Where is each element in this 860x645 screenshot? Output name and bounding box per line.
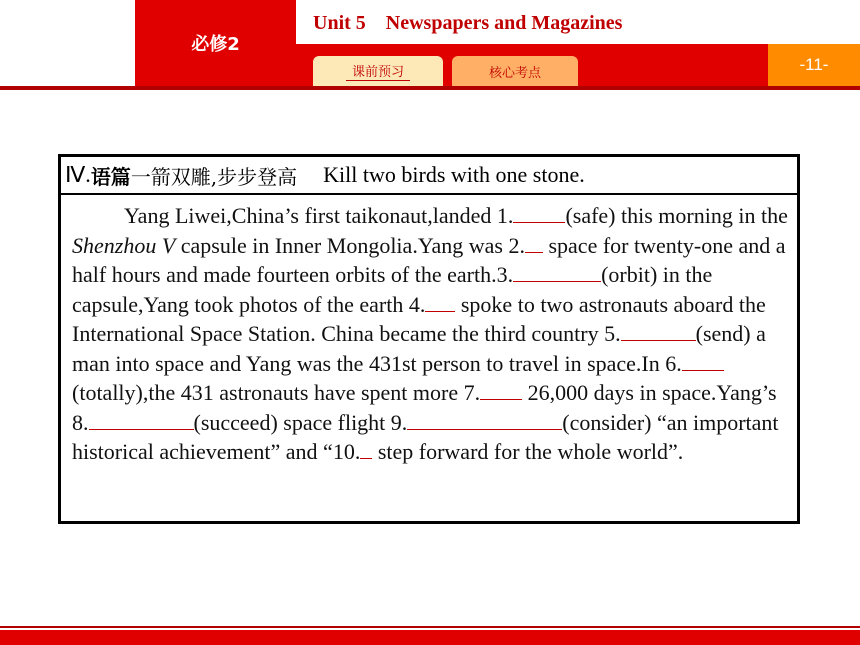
- page-number: -11-: [768, 44, 860, 86]
- passage: [61, 195, 797, 467]
- footer-bar: [0, 630, 860, 645]
- tab-preview[interactable]: [313, 56, 443, 86]
- passage-text: spoke to two astronauts aboard the International Space Station. China became the third country 5.: [72, 291, 766, 346]
- passage-text: Yang Liwei,China’s first taikonaut,landed 1.: [124, 203, 514, 228]
- exercise-heading: [61, 157, 797, 195]
- passage-text: (safe) this morning in the: [565, 203, 788, 228]
- tab-core-points-label: 核心考点: [488, 65, 541, 81]
- passage-paragraph: [72, 201, 789, 467]
- passage-text: (send) a man into space and Yang was the 431st person to travel in space.In 6.: [72, 321, 766, 376]
- heading-cn: 一箭双雕,步步登高: [130, 164, 298, 189]
- answer-blank-1[interactable]: [513, 222, 565, 223]
- answer-blank-8[interactable]: [89, 429, 194, 430]
- roman-numeral: Ⅳ.: [65, 162, 91, 187]
- header-divider: [0, 86, 860, 90]
- passage-text: step forward for the whole world”.: [372, 439, 684, 464]
- answer-blank-4[interactable]: [425, 311, 455, 312]
- tab-core-points[interactable]: [452, 56, 578, 86]
- answer-blank-9[interactable]: [407, 429, 562, 430]
- answer-blank-5[interactable]: [621, 340, 696, 341]
- heading-en: Kill two birds with one stone.: [323, 162, 585, 187]
- passage-text: capsule in Inner Mongolia.Yang was 2.: [175, 232, 525, 258]
- answer-blank-3[interactable]: [513, 281, 601, 282]
- answer-blank-7[interactable]: [480, 399, 522, 400]
- answer-blank-6[interactable]: [682, 370, 724, 371]
- passage-text: space for twenty-one and a half hours and made fourteen orbits of the earth.3.: [72, 232, 786, 287]
- book-label: 必修2: [135, 0, 296, 86]
- answer-blank-2[interactable]: [525, 252, 543, 253]
- heading-bold: 语篇: [90, 164, 131, 189]
- passage-text: (orbit) in the capsule,Yang took photos of the earth 4.: [72, 262, 713, 317]
- exercise-box: [58, 154, 800, 524]
- unit-title: Unit 5 Newspapers and Magazines: [313, 12, 623, 34]
- header-left-blank: [0, 0, 135, 86]
- answer-blank-10[interactable]: [360, 458, 372, 459]
- header-bar: [0, 0, 860, 90]
- footer-rule: [0, 626, 860, 628]
- passage-text: (succeed) space flight 9.: [193, 409, 408, 435]
- passage-text: (totally),the 431 astronauts have spent more 7.: [72, 380, 481, 405]
- tab-preview-label: 课前预习: [346, 61, 410, 81]
- passage-text: 26,000 days in space.Yang’s 8.: [72, 380, 777, 435]
- capsule-name: Shenzhou V: [72, 232, 176, 258]
- passage-text: (consider) “an important historical achievement” and “10.: [72, 409, 779, 464]
